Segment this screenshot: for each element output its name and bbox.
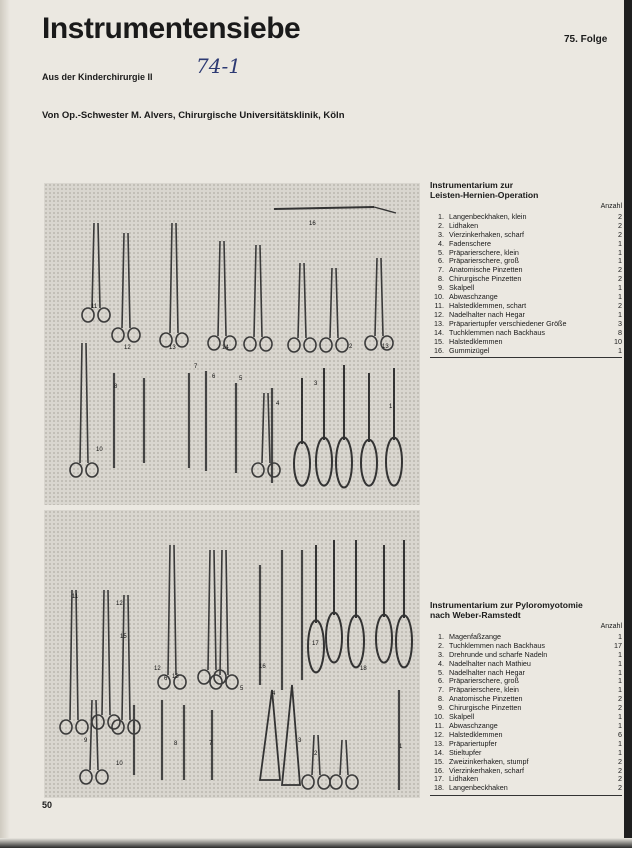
item-number: 3. xyxy=(438,649,444,659)
item-number: 12. xyxy=(434,309,444,319)
photo-callout-label: 3 xyxy=(314,381,318,387)
item-number: 1. xyxy=(438,211,444,221)
clamp-jaw-icon xyxy=(268,393,270,463)
clamp-jaw-icon xyxy=(381,258,383,336)
item-count: 3 xyxy=(618,318,622,328)
item-count: 1 xyxy=(618,747,622,757)
item-count: 6 xyxy=(618,729,622,739)
clamp-jaw-icon xyxy=(330,268,332,338)
list-item xyxy=(430,660,622,669)
item-number: 4. xyxy=(438,238,444,248)
list-item xyxy=(430,642,622,651)
clamp-ring-icon xyxy=(302,775,314,789)
item-number: 3. xyxy=(438,229,444,239)
photo-callout-label: 1 xyxy=(389,404,393,410)
clamp-jaw-icon xyxy=(226,550,228,675)
clamp-ring-icon xyxy=(128,328,140,342)
instrument-illustration-hernia xyxy=(44,183,420,505)
list-item xyxy=(430,731,622,740)
item-number: 18. xyxy=(434,783,444,793)
list-item xyxy=(430,651,622,660)
item-count: 2 xyxy=(618,783,622,793)
photo-callout-label: 1 xyxy=(399,744,403,750)
instrument-list-hernia xyxy=(430,180,622,358)
list-rule xyxy=(430,357,622,358)
clamp-jaw-icon xyxy=(108,590,110,715)
clamp-ring-icon xyxy=(80,770,92,784)
item-number: 5. xyxy=(438,247,444,257)
item-count: 2 xyxy=(618,211,622,221)
clamp-jaw-icon xyxy=(128,233,130,328)
photo-callout-label: 17 xyxy=(312,641,319,647)
clamp-ring-icon xyxy=(318,775,330,789)
item-number: 11. xyxy=(434,720,444,730)
photo-callout-label: 12 xyxy=(116,601,123,607)
item-count: 2 xyxy=(618,765,622,775)
item-number: 13. xyxy=(434,738,444,748)
list-item xyxy=(430,231,622,240)
photo-callout-label: 4 xyxy=(276,401,280,407)
list-item xyxy=(430,240,622,249)
clamp-jaw-icon xyxy=(76,590,78,720)
list-item xyxy=(430,213,622,222)
clamp-jaw-icon xyxy=(170,223,172,333)
item-name: Halstedklemmen, schart xyxy=(449,301,527,310)
clamp-jaw-icon xyxy=(176,223,178,333)
author-line: Von Op.-Schwester M. Alvers, Chirurgische Universitätsklinik, Köln xyxy=(42,110,345,121)
photo-callout-label: 2 xyxy=(314,751,318,757)
list-title-line2: nach Weber-Ramstedt xyxy=(430,610,521,620)
item-count: 1 xyxy=(618,720,622,730)
retractor-loop-icon xyxy=(376,615,392,663)
series-number: 75. Folge xyxy=(564,34,608,45)
photo-callout-label: 11 xyxy=(91,304,98,310)
list-item xyxy=(430,740,622,749)
photo-callout-label: 7 xyxy=(209,741,213,747)
item-count: 1 xyxy=(618,256,622,266)
clamp-ring-icon xyxy=(82,308,94,322)
item-name: Langenbeckhaken, klein xyxy=(449,212,527,221)
list-item xyxy=(430,347,622,356)
clamp-jaw-icon xyxy=(208,550,210,670)
item-count: 1 xyxy=(618,309,622,319)
item-name: Chirurgische Pinzetten xyxy=(449,275,522,284)
list-item xyxy=(430,222,622,231)
clamp-ring-icon xyxy=(304,338,316,352)
clamp-jaw-icon xyxy=(102,590,104,715)
list-item xyxy=(430,302,622,311)
item-number: 11. xyxy=(434,300,444,310)
item-count: 1 xyxy=(618,685,622,695)
instrument-items xyxy=(430,633,622,793)
item-count: 17 xyxy=(614,640,622,650)
item-name: Tuchklemmen nach Backhaus xyxy=(449,328,546,337)
item-count: 1 xyxy=(618,676,622,686)
list-item xyxy=(430,275,622,284)
instrument-items xyxy=(430,213,622,356)
photo-callout-label: 16 xyxy=(259,664,266,670)
photo-callout-label: 3 xyxy=(298,738,302,744)
clamp-ring-icon xyxy=(86,463,98,477)
page-bottom-shadow xyxy=(0,838,632,848)
item-number: 10. xyxy=(434,712,444,722)
clamp-ring-icon xyxy=(320,338,332,352)
item-count: 1 xyxy=(618,658,622,668)
item-number: 16. xyxy=(434,345,444,355)
clamp-jaw-icon xyxy=(174,545,176,675)
clamp-ring-icon xyxy=(365,336,377,350)
item-count: 1 xyxy=(618,292,622,302)
item-name: Nadelhalter nach Hegar xyxy=(449,668,525,677)
clamp-jaw-icon xyxy=(98,223,100,308)
photo-callout-label: 11 xyxy=(72,594,79,600)
photo-callout-label: 15 xyxy=(120,634,127,640)
item-number: 15. xyxy=(434,336,444,346)
photo-callout-label: 6 xyxy=(212,374,216,380)
clamp-ring-icon xyxy=(288,338,300,352)
scalpel-icon xyxy=(274,207,374,209)
item-number: 16. xyxy=(434,765,444,775)
item-number: 17. xyxy=(434,774,444,784)
item-number: 7. xyxy=(438,265,444,275)
item-number: 6. xyxy=(438,256,444,266)
photo-callout-label: 12 xyxy=(124,345,131,351)
item-count: 1 xyxy=(618,667,622,677)
item-name: Präpariertupfer xyxy=(449,739,497,748)
clamp-ring-icon xyxy=(70,463,82,477)
clamp-jaw-icon xyxy=(92,223,94,308)
item-name: Nadelhalter nach Mathieu xyxy=(449,659,531,668)
item-number: 12. xyxy=(434,729,444,739)
list-item xyxy=(430,677,622,686)
item-name: Abwaschzange xyxy=(449,293,498,302)
photo-callout-label: 2 xyxy=(349,344,353,350)
photo-callout-label: 18 xyxy=(360,666,367,672)
item-count: 2 xyxy=(618,756,622,766)
item-number: 15. xyxy=(434,756,444,766)
item-count: 1 xyxy=(618,649,622,659)
item-number: 14. xyxy=(434,327,444,337)
item-count: 1 xyxy=(618,631,622,641)
list-title-line1: Instrumentarium zur Pyloromyotomie xyxy=(430,600,583,610)
item-number: 13. xyxy=(434,318,444,328)
photo-callout-label: 10 xyxy=(116,761,123,767)
retractor-loop-icon xyxy=(396,615,412,667)
item-name: Anatomische Pinzetten xyxy=(449,695,523,704)
clamp-jaw-icon xyxy=(318,735,320,775)
item-name: Präparierschere, groß xyxy=(449,677,519,686)
instrument-photo-pyloromyotomy xyxy=(44,510,420,798)
photo-callout-label: 9 xyxy=(84,738,88,744)
clamp-jaw-icon xyxy=(298,263,300,338)
list-item xyxy=(430,784,622,793)
clamp-jaw-icon xyxy=(96,700,98,770)
item-number: 6. xyxy=(438,676,444,686)
item-count: 2 xyxy=(618,774,622,784)
item-number: 14. xyxy=(434,747,444,757)
clamp-ring-icon xyxy=(252,463,264,477)
item-number: 2. xyxy=(438,640,444,650)
list-item xyxy=(430,758,622,767)
clamp-jaw-icon xyxy=(218,241,220,336)
list-item xyxy=(430,775,622,784)
item-count: 2 xyxy=(618,265,622,275)
clamp-ring-icon xyxy=(198,670,210,684)
clamp-ring-icon xyxy=(346,775,358,789)
clamp-ring-icon xyxy=(260,337,272,351)
abwaschzange-icon xyxy=(282,685,300,785)
item-count: 2 xyxy=(618,229,622,239)
item-name: Anatomische Pinzetten xyxy=(449,266,523,275)
photo-callout-label: 10 xyxy=(96,447,103,453)
list-item xyxy=(430,686,622,695)
item-number: 5. xyxy=(438,667,444,677)
clamp-jaw-icon xyxy=(168,545,170,675)
item-count: 1 xyxy=(618,738,622,748)
item-count: 1 xyxy=(618,712,622,722)
list-title xyxy=(430,600,622,620)
clamp-jaw-icon xyxy=(262,393,264,463)
retractor-loop-icon xyxy=(326,613,342,663)
item-name: Vierzinkerhaken, scharf xyxy=(449,766,524,775)
item-name: Abwaschzange xyxy=(449,721,498,730)
photo-callout-label: 8 xyxy=(114,384,118,390)
item-name: Präparierschere, groß xyxy=(449,257,519,266)
item-count: 2 xyxy=(618,694,622,704)
instrument-list-pyloromyotomy xyxy=(430,600,622,796)
item-name: Skalpell xyxy=(449,713,475,722)
clamp-ring-icon xyxy=(268,463,280,477)
item-name: Chirurgische Pinzetten xyxy=(449,704,522,713)
list-title-line1: Instrumentarium zur xyxy=(430,180,514,190)
item-count: 2 xyxy=(618,274,622,284)
item-number: 8. xyxy=(438,694,444,704)
photo-callout-label: 7 xyxy=(194,364,198,370)
clamp-ring-icon xyxy=(60,720,72,734)
photo-callout-label: 13 xyxy=(172,674,179,680)
clamp-jaw-icon xyxy=(304,263,306,338)
item-count: 2 xyxy=(618,220,622,230)
clamp-ring-icon xyxy=(336,338,348,352)
item-number: 1. xyxy=(438,631,444,641)
retractor-loop-icon xyxy=(294,442,310,486)
item-name: Präparierschere, klein xyxy=(449,248,519,257)
item-name: Nadelhalter nach Hegar xyxy=(449,310,525,319)
list-item xyxy=(430,704,622,713)
photo-callout-label: 6 xyxy=(164,676,168,682)
item-number: 10. xyxy=(434,292,444,302)
forceps-icon xyxy=(374,207,396,213)
clamp-jaw-icon xyxy=(336,268,338,338)
item-number: 9. xyxy=(438,703,444,713)
page-title: Instrumentensiebe xyxy=(42,12,301,45)
list-item xyxy=(430,695,622,704)
item-count: 2 xyxy=(618,703,622,713)
item-number: 7. xyxy=(438,685,444,695)
retractor-loop-icon xyxy=(348,615,364,667)
photo-callout-label: 5 xyxy=(240,686,244,692)
clamp-jaw-icon xyxy=(86,343,88,463)
list-item xyxy=(430,338,622,347)
photo-callout-label: 14 xyxy=(222,345,229,351)
item-name: Drehrunde und scharfe Nadeln xyxy=(449,650,548,659)
list-item xyxy=(430,266,622,275)
list-item xyxy=(430,249,622,258)
instrument-illustration-pyloromyotomy xyxy=(44,510,420,798)
item-number: 8. xyxy=(438,274,444,284)
item-name: Präparierschere, klein xyxy=(449,686,519,695)
list-item xyxy=(430,284,622,293)
clamp-jaw-icon xyxy=(224,241,226,336)
item-count: 8 xyxy=(618,327,622,337)
list-item xyxy=(430,320,622,329)
list-item xyxy=(430,749,622,758)
retractor-loop-icon xyxy=(336,438,352,488)
retractor-loop-icon xyxy=(386,438,402,486)
photo-callout-label: 13 xyxy=(382,344,389,350)
series-subtitle: Aus der Kinderchirurgie II xyxy=(42,72,153,82)
item-number: 4. xyxy=(438,658,444,668)
instrument-photo-hernia xyxy=(44,183,420,505)
list-rule xyxy=(430,795,622,796)
item-count: 10 xyxy=(614,336,622,346)
item-number: 2. xyxy=(438,220,444,230)
photo-callout-label: 13 xyxy=(169,345,176,351)
list-item xyxy=(430,257,622,266)
item-name: Lidhaken xyxy=(449,775,479,784)
clamp-ring-icon xyxy=(208,336,220,350)
list-item xyxy=(430,669,622,678)
photo-callout-label: 4 xyxy=(272,691,276,697)
list-item xyxy=(430,633,622,642)
clamp-jaw-icon xyxy=(80,343,82,463)
clamp-jaw-icon xyxy=(214,550,216,670)
item-count: 2 xyxy=(618,300,622,310)
item-name: Magenfaßzange xyxy=(449,632,501,641)
page-spine xyxy=(0,0,10,848)
item-name: Präpariertupfer verschiedener Größe xyxy=(449,319,567,328)
clamp-jaw-icon xyxy=(260,245,262,337)
item-name: Vierzinkerhaken, scharf xyxy=(449,230,524,239)
clamp-ring-icon xyxy=(98,308,110,322)
clamp-jaw-icon xyxy=(375,258,377,336)
item-name: Fadenschere xyxy=(449,239,491,248)
item-name: Skalpell xyxy=(449,284,475,293)
item-name: Halstedklemmen xyxy=(449,730,503,739)
list-item xyxy=(430,329,622,338)
item-name: Tuchklemmen nach Backhaus xyxy=(449,641,546,650)
item-count: 1 xyxy=(618,283,622,293)
item-name: Halstedklemmen xyxy=(449,337,503,346)
list-title-line2: Leisten-Hernien-Operation xyxy=(430,190,539,200)
page-edge-shadow xyxy=(624,0,632,848)
list-title xyxy=(430,180,622,200)
item-name: Stieltupfer xyxy=(449,748,482,757)
list-item xyxy=(430,311,622,320)
clamp-ring-icon xyxy=(92,715,104,729)
clamp-jaw-icon xyxy=(220,550,222,675)
clamp-ring-icon xyxy=(330,775,342,789)
page-number: 50 xyxy=(42,800,53,810)
list-item xyxy=(430,767,622,776)
retractor-loop-icon xyxy=(361,440,377,486)
item-name: Lidhaken xyxy=(449,221,479,230)
list-item xyxy=(430,713,622,722)
item-count: 1 xyxy=(618,238,622,248)
clamp-ring-icon xyxy=(96,770,108,784)
clamp-jaw-icon xyxy=(254,245,256,337)
item-name: Gummizügel xyxy=(449,346,490,355)
count-header: Anzahl xyxy=(600,203,622,210)
retractor-loop-icon xyxy=(316,438,332,486)
clamp-jaw-icon xyxy=(90,700,92,770)
clamp-ring-icon xyxy=(176,333,188,347)
clamp-ring-icon xyxy=(226,675,238,689)
clamp-ring-icon xyxy=(76,720,88,734)
photo-callout-label: 5 xyxy=(239,376,243,382)
handwritten-note: 74-1 xyxy=(196,54,241,78)
abwaschzange-icon xyxy=(260,690,280,780)
item-number: 9. xyxy=(438,283,444,293)
clamp-jaw-icon xyxy=(122,595,124,720)
photo-callout-label: 12 xyxy=(154,666,161,672)
clamp-jaw-icon xyxy=(122,233,124,328)
item-count: 1 xyxy=(618,345,622,355)
photo-callout-label: 16 xyxy=(309,221,316,227)
clamp-ring-icon xyxy=(112,328,124,342)
item-count: 1 xyxy=(618,247,622,257)
clamp-jaw-icon xyxy=(340,740,342,775)
count-header: Anzahl xyxy=(600,623,622,630)
clamp-ring-icon xyxy=(244,337,256,351)
list-item xyxy=(430,722,622,731)
photo-callout-label: 8 xyxy=(174,741,178,747)
clamp-jaw-icon xyxy=(128,595,130,720)
clamp-jaw-icon xyxy=(70,590,72,720)
item-name: Langenbeckhaken xyxy=(449,784,508,793)
clamp-jaw-icon xyxy=(346,740,348,775)
list-item xyxy=(430,293,622,302)
item-name: Zweizinkerhaken, stumpf xyxy=(449,757,529,766)
